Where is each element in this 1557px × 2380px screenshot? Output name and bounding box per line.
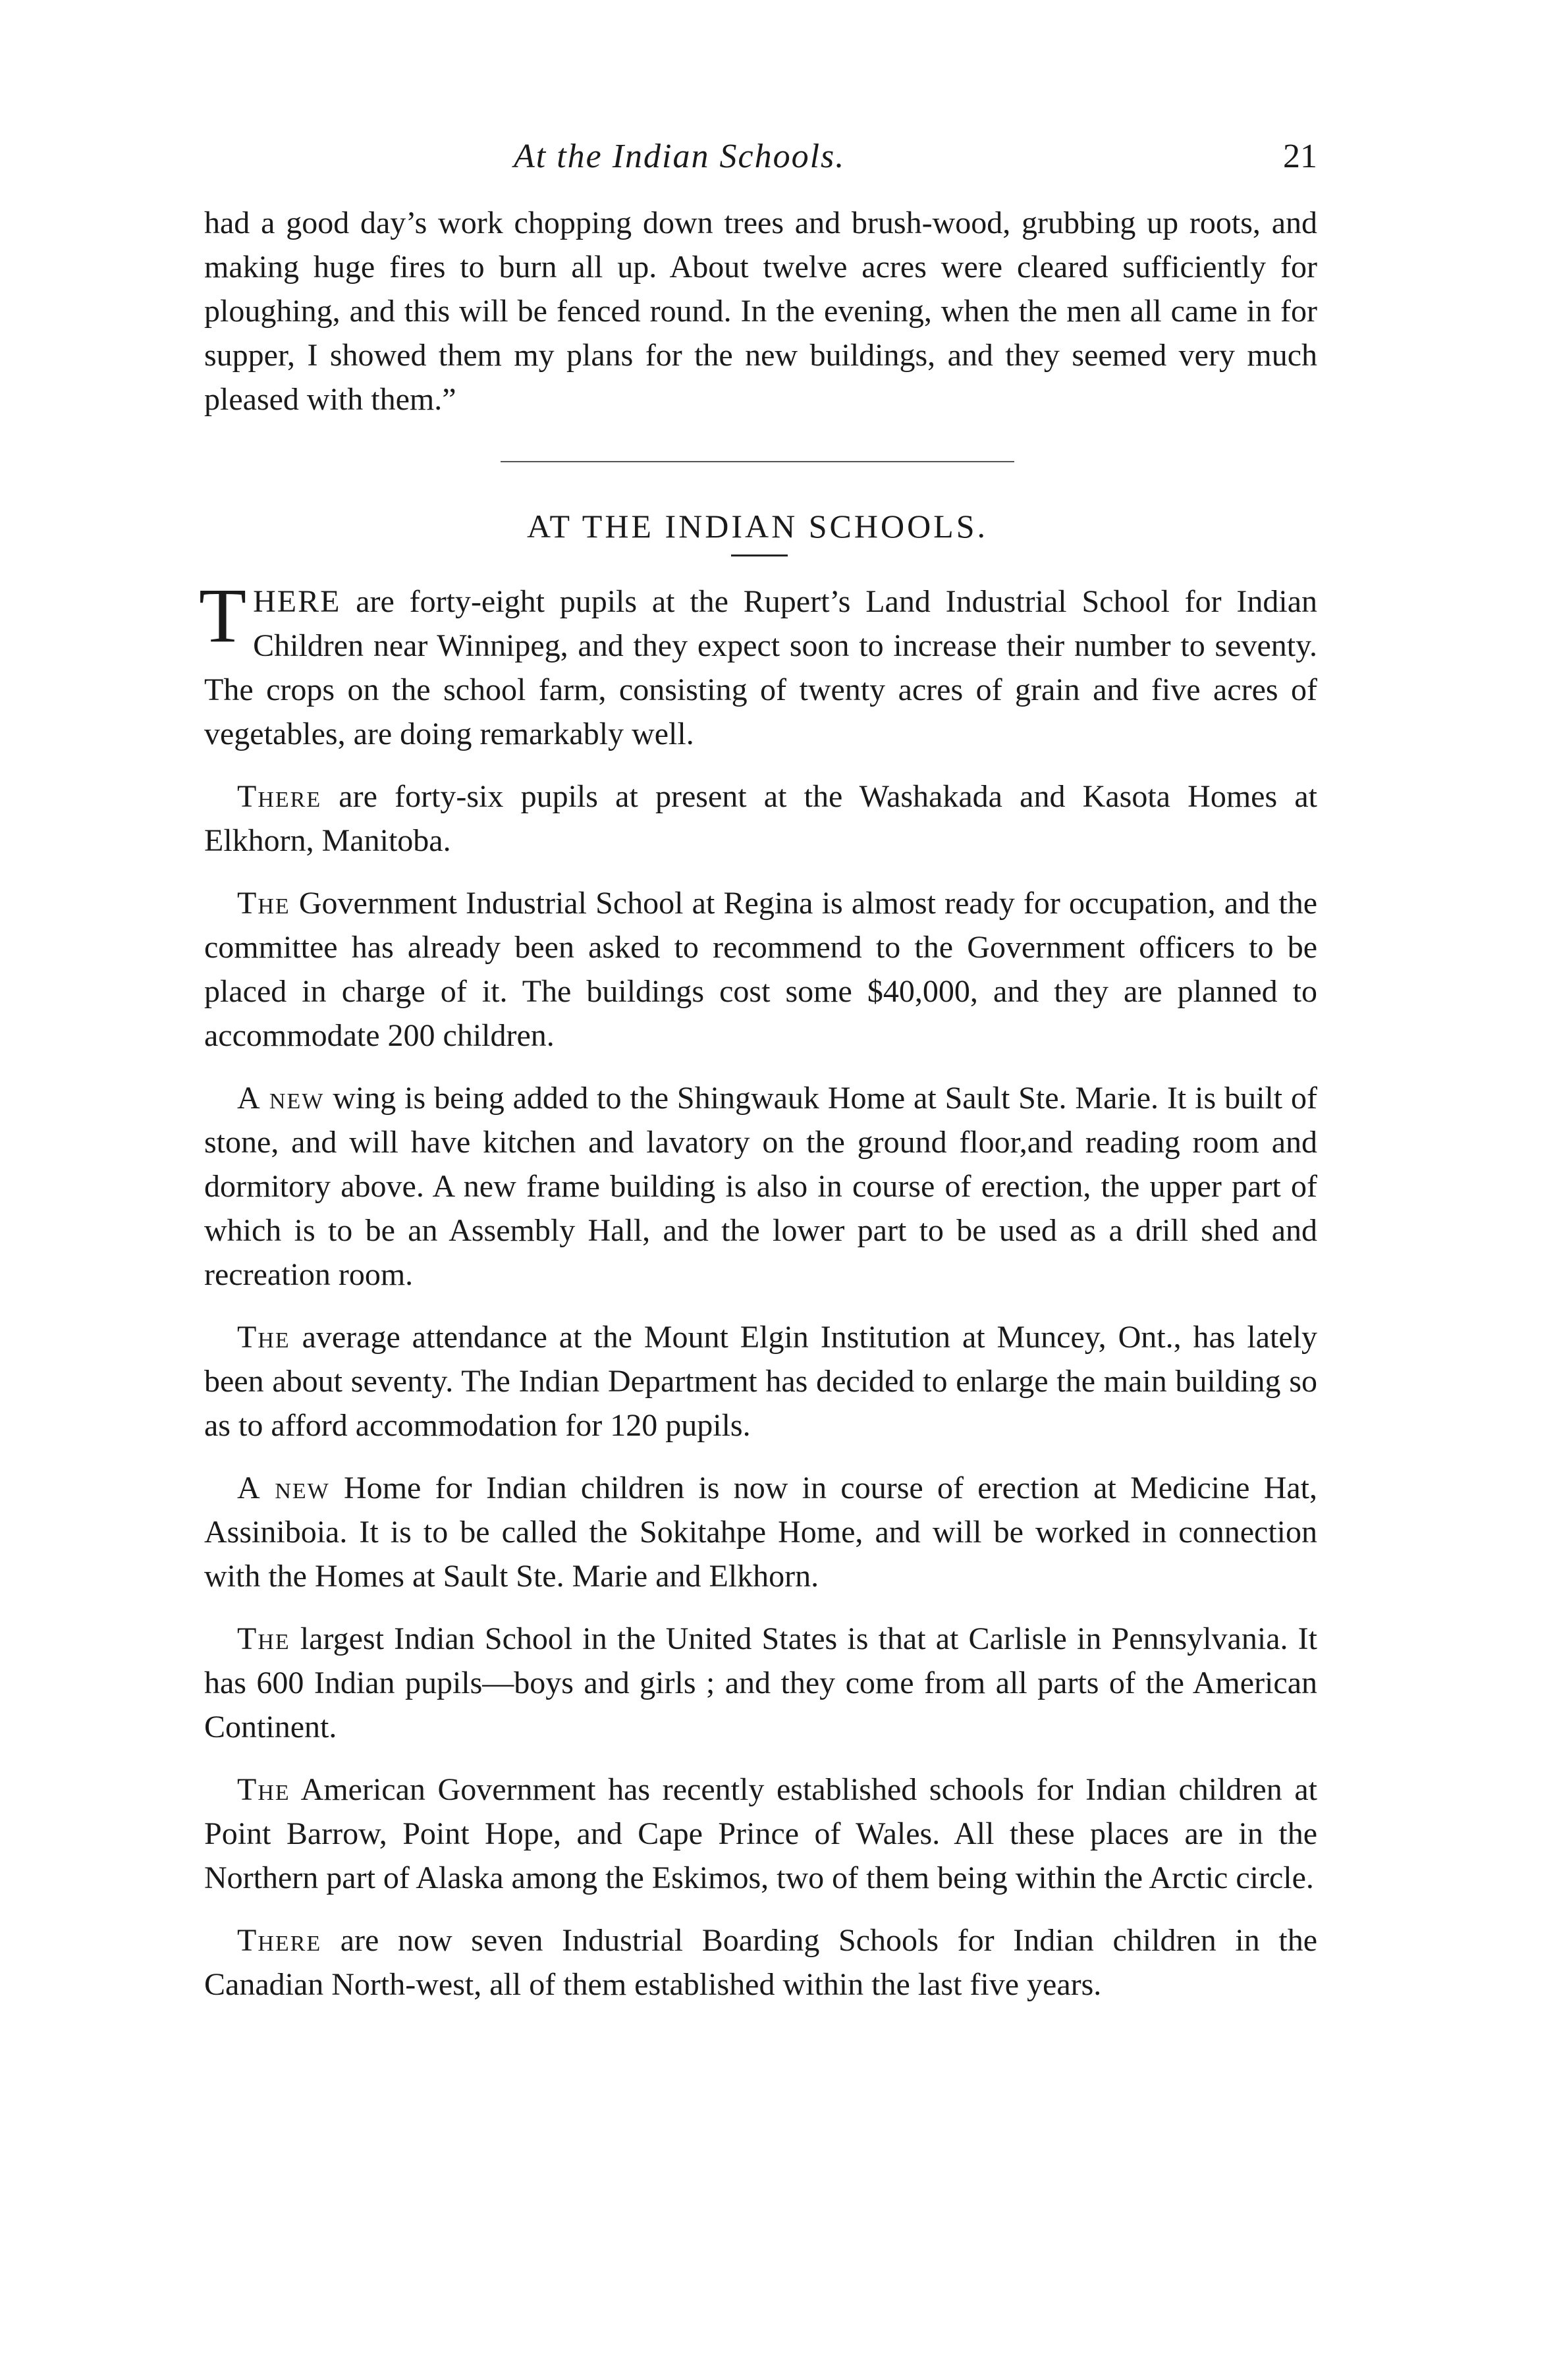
section-heading: AT THE INDIAN SCHOOLS. xyxy=(526,508,989,545)
running-head xyxy=(198,137,1317,183)
news-items xyxy=(199,572,1318,2025)
news-item xyxy=(204,1076,1317,1297)
item-lead: A new xyxy=(237,1471,330,1505)
item-text: largest Indian School in the United States is that at Carlisle in Pennsylvania. It has 600 Indian pupils—boys and girls ; and they come from all parts of the American Continent. xyxy=(204,1621,1317,1744)
news-item xyxy=(204,1918,1317,2007)
drop-cap: T xyxy=(199,572,247,659)
section-divider-rule xyxy=(501,461,1014,462)
item-lead: A new xyxy=(237,1081,325,1116)
news-item xyxy=(204,1617,1317,1749)
section-heading-underline xyxy=(731,554,788,556)
item-text: average attendance at the Mount Elgin Institution at Muncey, Ont., has lately been about seventy. The Indian Department has decided to enlarge the main building so as to afford accommodation for 120 pupils. xyxy=(204,1320,1317,1443)
intro-paragraph: had a good day’s work chopping down trees and brush-wood, grubbing up roots, and making huge fires to burn all up. About twelve acres were cleared sufficiently for ploughing, and this will be fenced round. In the evening, when the men all came in for supper, I showed them my plans for the new buildings, and they seemed very much pleased with them.” xyxy=(204,205,1317,417)
item-text: wing is being added to the Shingwauk Home at Sault Ste. Marie. It is built of stone, and will have kitchen and lavatory on the ground floor,and reading room and dormitory above. A new frame building is also in course of erection, the upper part of which is to be an Assembly Hall, and the lower part to be used as a drill shed and recreation room. xyxy=(204,1081,1317,1292)
running-title: At the Indian Schools. xyxy=(514,138,846,175)
news-item xyxy=(204,1768,1317,1900)
news-item xyxy=(204,1466,1317,1598)
item-lead: The xyxy=(237,1772,290,1807)
item-text: are forty-six pupils at present at the Washakada and Kasota Homes at Elkhorn, Manitoba. xyxy=(204,779,1317,858)
item-lead: The xyxy=(237,1621,290,1656)
item-text: Government Industrial School at Regina is almost ready for occupation, and the committee has already been asked to recommend to the Government officers to be placed in charge of it. The buildings cost some $40,000, and they are planned to accommodate 200 children. xyxy=(204,886,1317,1053)
item-lead: There xyxy=(237,779,322,814)
item-lead: HERE xyxy=(253,584,341,619)
intro-text xyxy=(204,201,1317,421)
item-text: Home for Indian children is now in course of erection at Medicine Hat, Assiniboia. It is to be called the Sokitahpe Home, and will be worked in connection with the Homes at Sault Ste. Marie and Elkhorn. xyxy=(204,1471,1318,1594)
item-lead: There xyxy=(237,1923,322,1958)
item-text: American Government has recently established schools for Indian children at Point Barrow, Point Hope, and Cape Prince of Wales. All these places are in the Northern part of Alaska among the Eskimos, two of them being within the Arctic circle. xyxy=(204,1772,1317,1895)
news-item xyxy=(204,881,1317,1058)
item-text: are forty-eight pupils at the Rupert’s Land Industrial School for Indian Children near Winnipeg, and they expect soon to increase their number to seventy. The crops on the school farm, consisting of twenty acres of grain and five acres of vegetables, are doing remarkably well. xyxy=(204,584,1317,751)
page-number: 21 xyxy=(1283,138,1317,175)
news-item xyxy=(204,1315,1317,1447)
news-item xyxy=(204,774,1317,863)
item-lead: The xyxy=(237,1320,290,1355)
news-item xyxy=(199,572,1317,756)
item-lead: The xyxy=(237,886,290,921)
item-text: are now seven Industrial Boarding Schools for Indian children in the Canadian North-west, all of them established within the last five years. xyxy=(204,1923,1317,2002)
